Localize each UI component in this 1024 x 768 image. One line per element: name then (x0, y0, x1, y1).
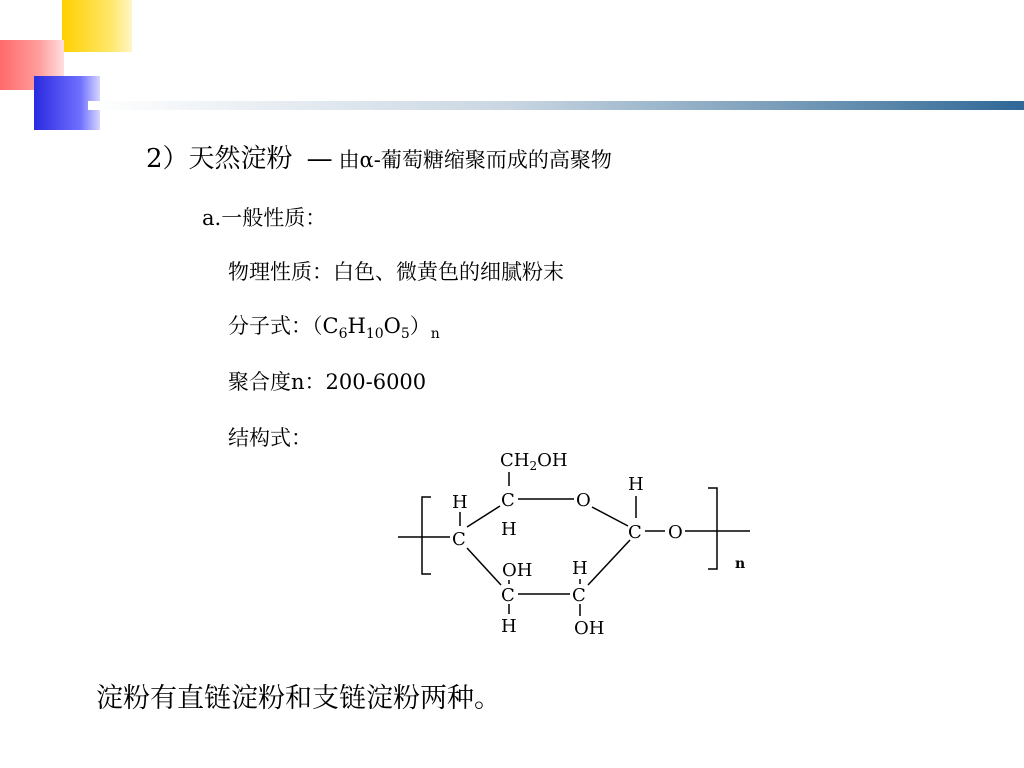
c4-c3-bond (588, 540, 630, 585)
c3-oh-label: OH (574, 618, 605, 639)
title-name: 天然淀粉 (188, 144, 293, 174)
c2-h-label: H (501, 616, 517, 637)
polymerization-degree: 聚合度n：200-6000 (228, 370, 427, 394)
physical-properties: 物理性质：白色、微黄色的细腻粉末 (228, 260, 564, 284)
c3-h-label: H (572, 558, 588, 579)
slide-title (146, 138, 612, 175)
decor-yellow-square (62, 0, 132, 52)
c5-label: C (501, 490, 515, 511)
c3-label: C (572, 585, 586, 606)
title-dash: — (306, 144, 333, 174)
section-a-label: a.一般性质： (202, 206, 327, 230)
o-c4-bond (592, 507, 628, 526)
c5-h-label: H (501, 519, 517, 540)
repeat-n-label: n (735, 556, 746, 572)
molecular-formula (228, 310, 440, 342)
decor-header-bar (88, 101, 1024, 110)
c1-label: C (452, 529, 466, 550)
formula-close: ） (409, 314, 431, 338)
c1-c5-bond (467, 506, 500, 527)
formula-n: n (430, 326, 440, 343)
c1-c2-bond (467, 548, 501, 585)
c2-oh-label: OH (502, 560, 533, 581)
formula-c-sub: 6 (338, 326, 348, 343)
bridge-oxygen-label: O (668, 522, 683, 543)
right-bracket (708, 488, 717, 569)
formula-o: O (383, 314, 401, 338)
ch2oh-group: $CH_2OH$ (500, 450, 568, 473)
summary-text: 淀粉有直链淀粉和支链淀粉两种。 (96, 683, 501, 714)
c4-h-label: H (628, 474, 644, 495)
formula-o-sub: 5 (400, 326, 410, 343)
formula-h: H (347, 314, 366, 338)
glucose-structure-diagram (390, 440, 770, 650)
title-number: 2） (146, 144, 189, 174)
c1-h-label: H (452, 492, 468, 513)
formula-open: （ (312, 314, 323, 338)
formula-h-sub: 10 (365, 326, 384, 343)
c2-label: C (501, 585, 515, 606)
formula-c: C (322, 314, 339, 338)
ring-oxygen-label: O (576, 490, 591, 511)
left-bracket (422, 497, 431, 574)
c4-label: C (628, 522, 642, 543)
structure-label: 结构式： (228, 426, 312, 450)
formula-label: 分子式： (228, 314, 312, 338)
title-description: 由α-葡萄糖缩聚而成的高聚物 (338, 148, 612, 172)
